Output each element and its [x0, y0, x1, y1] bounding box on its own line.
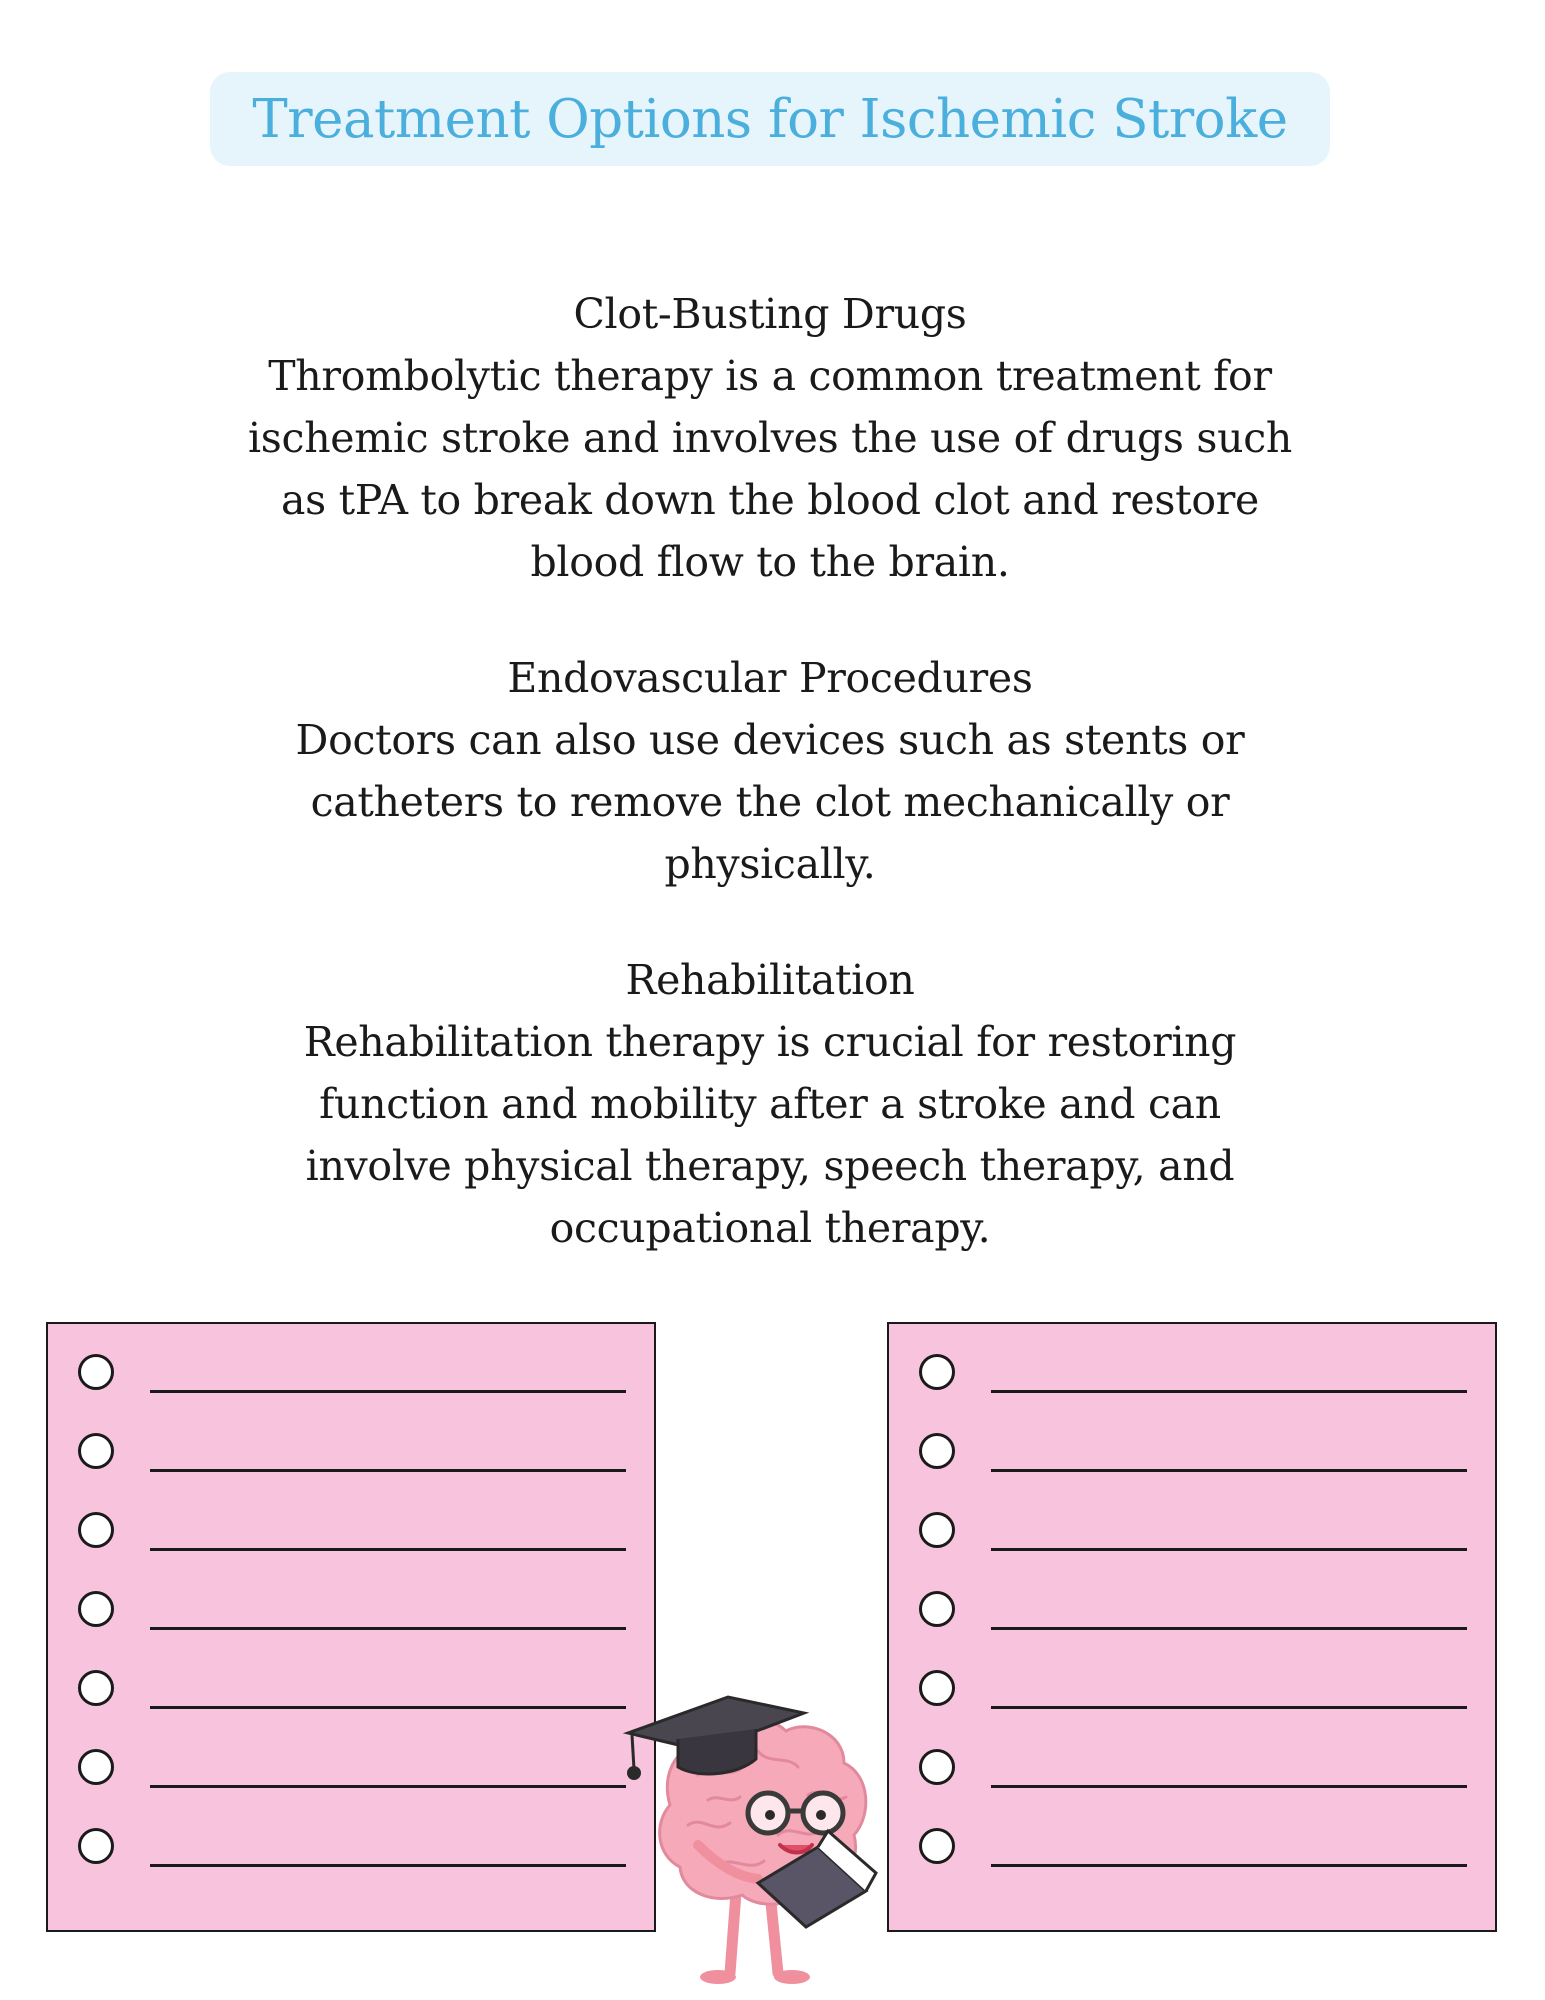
section-body: Doctors can also use devices such as stents or catheters to remove the clot mechanically or physically. [295, 716, 1245, 888]
checklist-row [919, 1354, 1479, 1400]
checklist-row [78, 1591, 638, 1637]
brain-graduate-mascot-icon [618, 1655, 918, 1995]
write-in-line[interactable] [150, 1706, 626, 1709]
checklist-row [78, 1670, 638, 1716]
checklist-row [919, 1591, 1479, 1637]
write-in-line[interactable] [150, 1390, 626, 1393]
write-in-line[interactable] [991, 1390, 1467, 1393]
section-rehabilitation [220, 949, 1320, 1259]
checkbox-circle[interactable] [78, 1591, 114, 1627]
write-in-line[interactable] [991, 1548, 1467, 1551]
write-in-line[interactable] [991, 1706, 1467, 1709]
section-endovascular-procedures [220, 647, 1320, 895]
checkbox-circle[interactable] [919, 1828, 955, 1864]
treatment-sections [220, 283, 1320, 1313]
checklist-row [78, 1433, 638, 1479]
checkbox-circle[interactable] [78, 1354, 114, 1390]
page-title: Treatment Options for Ischemic Stroke [252, 88, 1288, 150]
write-in-line[interactable] [991, 1469, 1467, 1472]
section-heading: Endovascular Procedures [507, 654, 1033, 702]
write-in-line[interactable] [991, 1785, 1467, 1788]
checklist-row [919, 1512, 1479, 1558]
write-in-line[interactable] [150, 1785, 626, 1788]
checklist-row [78, 1828, 638, 1874]
section-body: Thrombolytic therapy is a common treatment for ischemic stroke and involves the use of drugs such as tPA to break down the blood clot and restore blood flow to the brain. [247, 352, 1292, 586]
checklist-row [919, 1828, 1479, 1874]
write-in-line[interactable] [991, 1864, 1467, 1867]
checkbox-circle[interactable] [919, 1749, 955, 1785]
checkbox-circle[interactable] [919, 1670, 955, 1706]
write-in-line[interactable] [150, 1469, 626, 1472]
checklist-row [78, 1354, 638, 1400]
checklist-row [919, 1670, 1479, 1716]
write-in-line[interactable] [150, 1864, 626, 1867]
section-heading: Rehabilitation [625, 956, 915, 1004]
checkbox-circle[interactable] [919, 1512, 955, 1548]
title-banner [210, 72, 1330, 166]
checkbox-circle[interactable] [78, 1828, 114, 1864]
checkbox-circle[interactable] [78, 1749, 114, 1785]
section-heading: Clot-Busting Drugs [573, 290, 967, 338]
checklist-row [78, 1749, 638, 1795]
checkbox-circle[interactable] [919, 1591, 955, 1627]
checkbox-circle[interactable] [919, 1354, 955, 1390]
checkbox-circle[interactable] [78, 1512, 114, 1548]
checkbox-circle[interactable] [78, 1433, 114, 1469]
checklist-row [919, 1433, 1479, 1479]
section-body: Rehabilitation therapy is crucial for restoring function and mobility after a stroke and can involve physical therapy, speech therapy, and occupational therapy. [303, 1018, 1237, 1252]
checkbox-circle[interactable] [919, 1433, 955, 1469]
section-clot-busting-drugs [220, 283, 1320, 593]
checklist-right [887, 1322, 1497, 1932]
checklist-left [46, 1322, 656, 1932]
checklist-row [78, 1512, 638, 1558]
checkbox-circle[interactable] [78, 1670, 114, 1706]
write-in-line[interactable] [150, 1627, 626, 1630]
write-in-line[interactable] [991, 1627, 1467, 1630]
write-in-line[interactable] [150, 1548, 626, 1551]
checklist-row [919, 1749, 1479, 1795]
